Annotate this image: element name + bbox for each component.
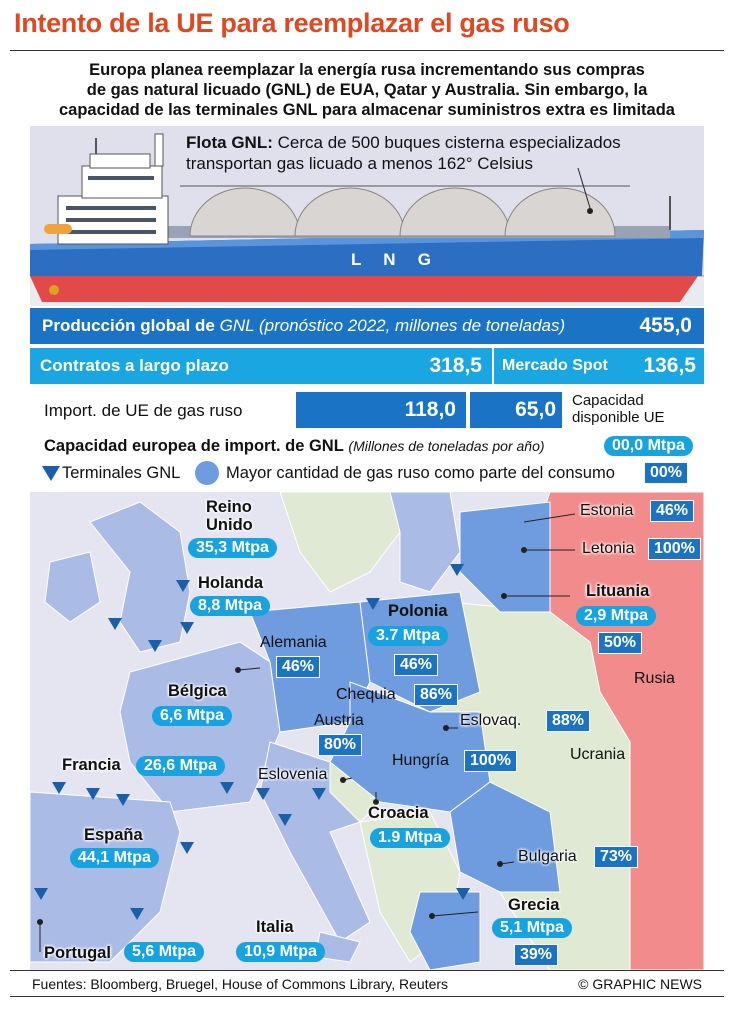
- label-espana: España: [84, 826, 143, 844]
- contracts-label: Contratos a largo plazo: [40, 356, 229, 375]
- credit-text: © GRAPHIC NEWS: [578, 976, 702, 992]
- footer-divider: [10, 970, 724, 971]
- share-polonia: 46%: [394, 654, 438, 676]
- title-divider: [10, 50, 724, 51]
- label-estonia: Estonia: [580, 502, 634, 519]
- label-belgica: Bélgica: [168, 682, 227, 700]
- flota-text-2: transportan gas licuado a menos 162° Celsius: [186, 154, 533, 173]
- label-rusia: Rusia: [634, 670, 675, 687]
- production-label: Producción global de: [42, 316, 215, 335]
- page-title: Intento de la UE para reemplazar el gas ruso: [14, 8, 570, 38]
- label-chequia: Chequia: [336, 686, 396, 703]
- share-bulgaria: 73%: [594, 846, 638, 868]
- capacity-reino-unido: 35,3 Mtpa: [188, 538, 277, 558]
- sources-text: Fuentes: Bloomberg, Bruegel, House of Commons Library, Reuters: [32, 976, 449, 992]
- eu-import-label: Import. de UE de gas ruso: [44, 401, 243, 420]
- eu-capacity-value: 65,0: [515, 398, 556, 421]
- label-grecia: Grecia: [508, 896, 560, 914]
- legend-russian-share-label: Mayor cantidad de gas ruso como parte del consumo: [226, 464, 615, 482]
- label-eslovenia: Eslovenia: [258, 766, 328, 783]
- lng-terminal-icon: [42, 466, 60, 482]
- legend-mtpa-sample: 00,0 Mtpa: [604, 436, 693, 456]
- long-term-contracts-bar: [30, 348, 492, 384]
- share-eslovaquia: 88%: [546, 710, 590, 732]
- share-chequia: 86%: [414, 684, 458, 706]
- legend-terminals-label: Terminales GNL: [62, 464, 181, 482]
- flota-text-1: Cerca de 500 buques cisterna especializados: [277, 133, 621, 152]
- capacity-holanda: 8,8 Mtpa: [190, 596, 270, 616]
- subtitle-line-2: de gas natural licuado (GNL) de EUA, Qatar y Australia. Sin embargo, la: [86, 81, 648, 99]
- label-holanda: Holanda: [198, 574, 264, 592]
- share-lituania: 50%: [598, 632, 642, 654]
- share-austria: 80%: [318, 734, 362, 756]
- footer-bottom-divider: [10, 996, 724, 997]
- contracts-value: 318,5: [429, 354, 482, 377]
- capacity-croacia: 1.9 Mtpa: [370, 828, 450, 848]
- europe-map-shapes: [30, 492, 704, 970]
- capacity-polonia: 3.7 Mtpa: [368, 626, 448, 646]
- capacity-francia: 26,6 Mtpa: [136, 756, 225, 776]
- share-estonia: 46%: [650, 500, 694, 522]
- label-lituania: Lituania: [586, 582, 650, 600]
- eu-capacity-label-line-1: Capacidad: [572, 392, 644, 409]
- capacity-legend-title-italic: (Millones de toneladas por año): [348, 438, 545, 454]
- global-production-bar: [30, 308, 704, 344]
- label-francia: Francia: [62, 756, 121, 774]
- capacity-belgica: 6,6 Mtpa: [152, 706, 232, 726]
- spot-value: 136,5: [643, 354, 696, 377]
- share-hungria: 100%: [464, 750, 517, 772]
- label-portugal: Portugal: [44, 944, 111, 962]
- label-reino-unido-1: Reino: [206, 498, 252, 516]
- label-bulgaria: Bulgaria: [518, 848, 577, 865]
- share-letonia: 100%: [648, 538, 701, 560]
- label-italia: Italia: [256, 918, 294, 936]
- label-letonia: Letonia: [582, 540, 635, 557]
- label-reino-unido-2: Unido: [206, 516, 253, 534]
- label-eslovaquia: Eslovaq.: [460, 712, 522, 729]
- russian-share-circle-icon: [194, 460, 220, 486]
- capacity-legend-title: [44, 437, 545, 456]
- flota-label: Flota GNL:: [186, 133, 273, 152]
- label-austria: Austria: [314, 712, 364, 729]
- capacity-lituania: 2,9 Mtpa: [576, 606, 656, 626]
- subtitle-line-3: capacidad de las terminales GNL para almacenar suministros extra es limitada: [59, 101, 675, 119]
- label-croacia: Croacia: [368, 804, 429, 822]
- capacity-grecia: 5,1 Mtpa: [492, 918, 572, 938]
- subtitle-line-1: Europa planea reemplazar la energía rusa incrementando sus compras: [89, 61, 645, 79]
- label-hungria: Hungría: [392, 752, 449, 769]
- capacity-italia: 10,9 Mtpa: [236, 942, 325, 962]
- eu-capacity-bar: [470, 392, 562, 428]
- subtitle: [20, 60, 714, 120]
- production-label-italic: GNL (pronóstico 2022, millones de toneladas): [219, 316, 566, 335]
- flota-caption: [186, 132, 706, 174]
- share-alemania: 46%: [276, 656, 320, 678]
- eu-import-value: 118,0: [404, 398, 456, 421]
- label-alemania: Alemania: [260, 634, 327, 651]
- legend-percent-sample: 00%: [644, 462, 688, 484]
- label-polonia: Polonia: [388, 602, 448, 620]
- share-grecia: 39%: [514, 944, 558, 966]
- eu-capacity-label-line-2: disponible UE: [572, 409, 665, 426]
- eu-import-bar: [296, 392, 466, 428]
- production-value: 455,0: [639, 314, 692, 337]
- spot-market-bar: [494, 348, 704, 384]
- europe-map: [30, 492, 704, 970]
- capacity-espana: 44,1 Mtpa: [70, 848, 159, 868]
- ship-hull-lettering: L N G: [351, 250, 433, 269]
- capacity-legend-title-bold: Capacidad europea de import. de GNL: [44, 437, 344, 455]
- eu-capacity-label: [572, 392, 665, 426]
- capacity-portugal: 5,6 Mtpa: [124, 942, 204, 962]
- spot-label: Mercado Spot: [502, 357, 608, 374]
- label-ucrania: Ucrania: [570, 746, 626, 763]
